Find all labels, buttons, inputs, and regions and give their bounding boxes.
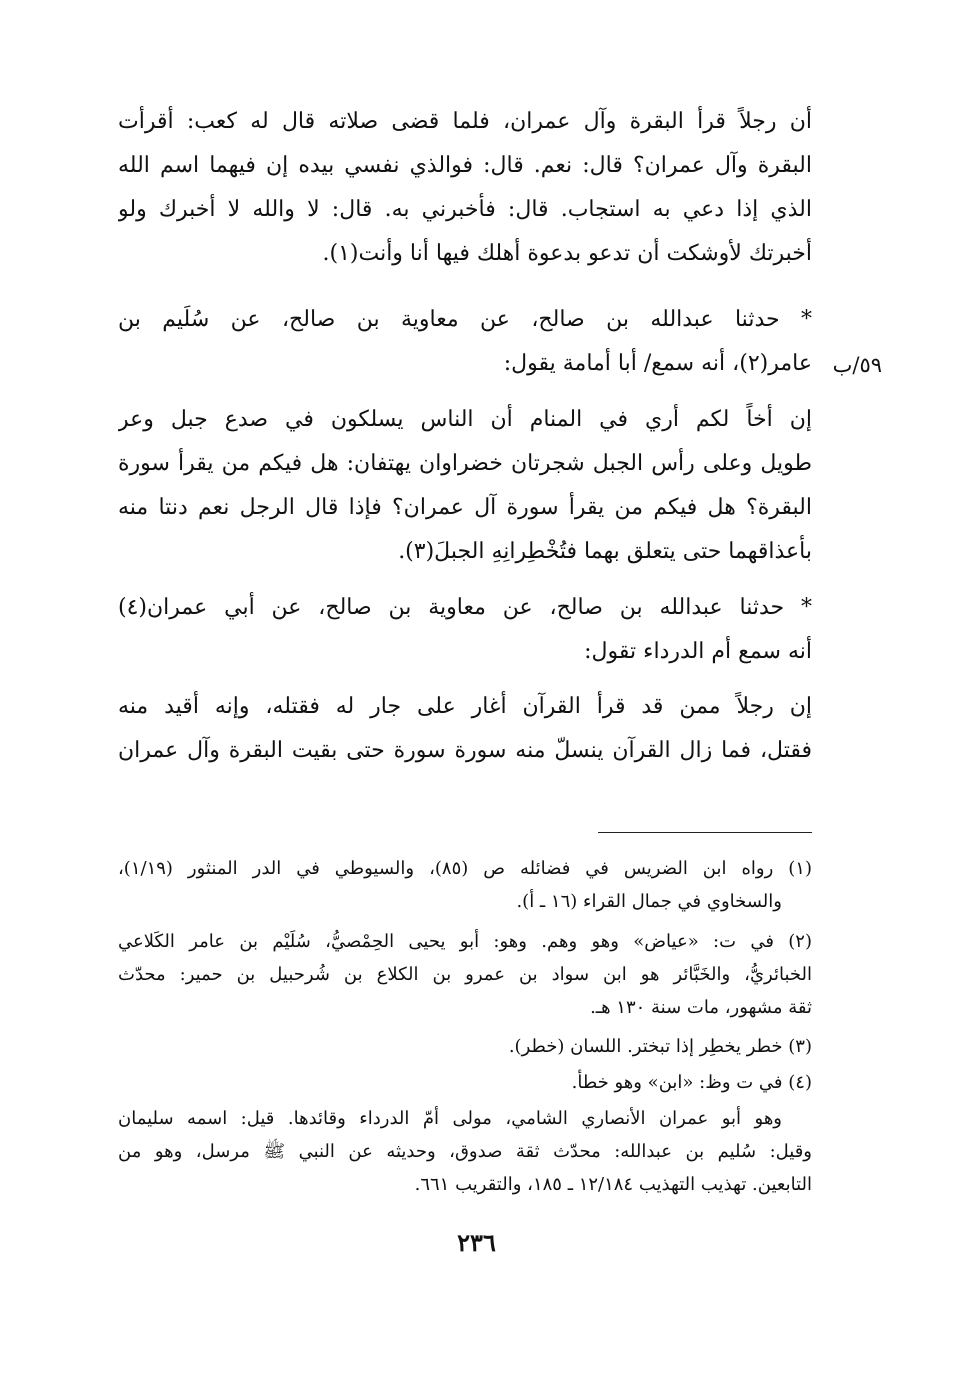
footnote-line: والسخاوي في جمال القراء (١٦ ـ أ).	[516, 891, 782, 912]
footnote-4-continuation	[118, 1102, 812, 1201]
text-line: الذي إذا دعي به استجاب. قال: فأخبرني به. قال: لا والله لا أخبرك ولو	[118, 197, 812, 222]
footnote-line: (٣) خطر يخطِر إذا تبختر. اللسان (خطر).	[508, 1036, 812, 1057]
manuscript-folio-marker: ٥٩/ب	[832, 353, 882, 377]
text-line: أنه سمع أم الدرداء تقول:	[584, 639, 812, 664]
footnote-line: ثقة مشهور، مات سنة ١٣٠ هـ.	[590, 997, 812, 1018]
footnote-line: (٢) في ت: «عياض» وهو وهم. وهو: أبو يحيى الحِمْصيُّ، سُلَيْم بن عامر الكَلاعي	[118, 931, 812, 952]
footnote-1	[118, 852, 812, 918]
footnote-line: (١) رواه ابن الضريس في فضائله ص (٨٥)، والسيوطي في الدر المنثور (١/١٩)،	[118, 858, 812, 879]
paragraph-2	[118, 298, 812, 386]
page-number: ٢٣٦	[457, 1228, 496, 1257]
footnote-3	[118, 1030, 812, 1063]
text-line: إن رجلاً ممن قد قرأ القرآن أغار على جار له فقتله، وإنه أقيد منه	[118, 694, 812, 719]
footnote-4	[118, 1066, 812, 1099]
text-line: إن أخاً لكم أري في المنام أن الناس يسلكون في صدع جبل وعر	[118, 407, 812, 432]
text-line: البقرة؟ هل فيكم من يقرأ سورة آل عمران؟ فإذا قال الرجل نعم دنتا منه	[118, 495, 812, 520]
text-line: أن رجلاً قرأ البقرة وآل عمران، فلما قضى صلاته قال له كعب: أقرأت	[118, 109, 812, 134]
paragraph-5	[118, 685, 812, 773]
footnote-separator	[598, 832, 812, 833]
text-line: فقتل، فما زال القرآن ينسلّ منه سورة سورة حتى بقيت البقرة وآل عمران	[118, 738, 812, 763]
text-line: أخبرتك لأوشكت أن تدعو بدعوة أهلك فيها أنا وأنت(١).	[322, 241, 812, 266]
footnote-line: (٤) في ت وظ: «ابن» وهو خطأ.	[571, 1072, 812, 1093]
text-line: بأعذاقهما حتى يتعلق بهما فتُخْطِرانِهِ الجبلَ(٣).	[398, 539, 812, 564]
footnote-line: وقيل: سُليم بن عبدالله: محدّث ثقة صدوق، وحديثه عن النبي ﷺ مرسل، وهو من	[118, 1141, 812, 1162]
text-line: * حدثنا عبدالله بن صالح، عن معاوية بن صالح، عن سُلَيم بن	[118, 307, 812, 332]
paragraph-4	[118, 586, 812, 674]
paragraph-3	[118, 398, 812, 574]
text-line: عامر(٢)، أنه سمع/ أبا أمامة يقول:	[503, 351, 812, 376]
paragraph-1	[118, 100, 812, 276]
footnote-2	[118, 925, 812, 1024]
text-line: * حدثنا عبدالله بن صالح، عن معاوية بن صالح، عن أبي عمران(٤)	[118, 595, 812, 620]
text-line: طويل وعلى رأس الجبل شجرتان خضراوان يهتفان: هل فيكم من يقرأ سورة	[118, 451, 812, 476]
footnote-line: وهو أبو عمران الأنصاري الشامي، مولى أمّ الدرداء وقائدها. قيل: اسمه سليمان	[118, 1108, 782, 1129]
footnote-line: الخبائريُّ، والخَبَّائر هو ابن سواد بن عمرو بن الكلاع بن شُرحبيل بن حمير: محدّث	[118, 964, 812, 985]
footnote-line: التابعين. تهذيب التهذيب ١٢/١٨٤ ـ ١٨٥، والتقريب ٦٦١.	[414, 1174, 812, 1195]
text-line: البقرة وآل عمران؟ قال: نعم. قال: فوالذي نفسي بيده إن فيهما اسم الله	[118, 153, 812, 178]
